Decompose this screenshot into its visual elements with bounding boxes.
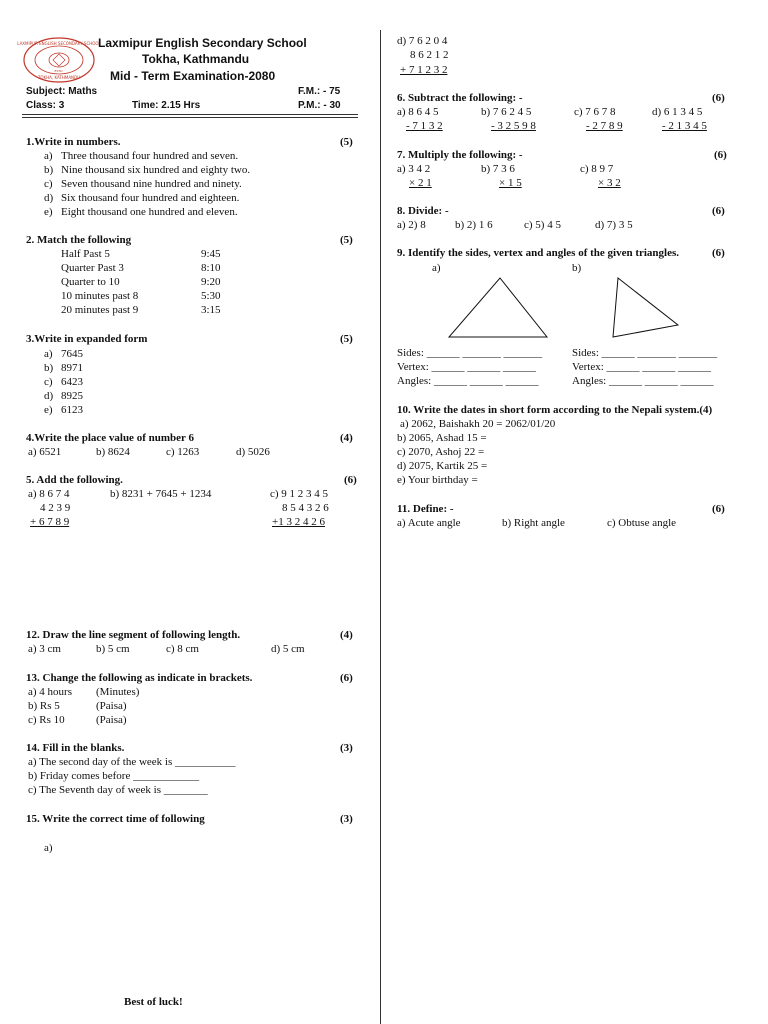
class: Class: 3 (26, 100, 65, 111)
q2-left-1: Half Past 5 (61, 248, 110, 260)
q2-right-3: 9:20 (201, 276, 221, 288)
column-divider (380, 30, 381, 1024)
q10-title: 10. Write the dates in short form according to the Nepali system.(4) (397, 404, 713, 416)
q1-item-c: Seven thousand nine hundred and ninety. (61, 178, 242, 190)
q5-a-line1: a) 8 6 7 4 (28, 488, 70, 500)
q8-item-d: d) 7) 3 5 (595, 219, 633, 231)
q6-d-bottom: - 2 1 3 4 5 (662, 120, 707, 132)
q4-marks: (4) (340, 432, 353, 444)
q8-marks: (6) (712, 205, 725, 217)
header-rule-bottom (22, 117, 358, 118)
q10-item-b: b) 2065, Ashad 15 = (397, 432, 487, 444)
q14-item-b: b) Friday comes before ____________ (28, 770, 200, 782)
q10-item-e: e) Your birthday = (397, 474, 478, 486)
q6-d-top: d) 6 1 3 4 5 (652, 106, 703, 118)
q3-title: 3.Write in expanded form (26, 333, 148, 345)
q9-a-sides: Sides: ______ _______ _______ (397, 347, 543, 359)
q2-title: 2. Match the following (26, 234, 132, 246)
q5-a-line3: + 6 7 8 9 (30, 516, 70, 528)
q15-title: 15. Write the correct time of following (26, 813, 205, 825)
q1-item-b: Nine thousand six hundred and eighty two. (61, 164, 251, 176)
q9-a-vertex: Vertex: ______ ______ ______ (397, 361, 537, 373)
q3-marks: (5) (340, 333, 353, 345)
q13-unit-a: (Minutes) (96, 686, 140, 698)
q1-label-c: c) (44, 178, 53, 190)
q2-marks: (5) (340, 234, 353, 246)
q13-unit-b: (Paisa) (96, 700, 127, 712)
q4-item-b: b) 8624 (96, 446, 130, 458)
q4-item-d: d) 5026 (236, 446, 270, 458)
q3-item-d: 8925 (61, 390, 83, 402)
q6-c-top: c) 7 6 7 8 (574, 106, 616, 118)
q2-left-3: Quarter to 10 (61, 276, 120, 288)
q4-title: 4.Write the place value of number 6 (26, 432, 194, 444)
q8-title: 8. Divide: - (397, 205, 449, 217)
q6-title: 6. Subtract the following: - (397, 92, 523, 104)
q9-title: 9. Identify the sides, vertex and angles of the given triangles. (397, 247, 680, 259)
q5-title: 5. Add the following. (26, 474, 123, 486)
q9-a-angles: Angles: ______ ______ ______ (397, 375, 539, 387)
q9-label-a: a) (432, 262, 441, 274)
q1-label-b: b) (44, 164, 54, 176)
header-rule-top (22, 114, 358, 115)
q12-title: 12. Draw the line segment of following length. (26, 629, 241, 641)
q6-marks: (6) (712, 92, 725, 104)
q5-a-line2: 4 2 3 9 (40, 502, 71, 514)
q13-title: 13. Change the following as indicate in brackets. (26, 672, 253, 684)
q1-label-e: e) (44, 206, 53, 218)
q13-item-c: c) Rs 10 (28, 714, 65, 726)
q3-label-e: e) (44, 404, 53, 416)
q14-title: 14. Fill in the blanks. (26, 742, 125, 754)
q11-item-b: b) Right angle (502, 517, 565, 529)
q9-b-vertex: Vertex: ______ ______ ______ (572, 361, 712, 373)
q14-item-a: a) The second day of the week is ___________ (28, 756, 236, 768)
q2-right-5: 3:15 (201, 304, 221, 316)
q12-marks: (4) (340, 629, 353, 641)
q7-b-bottom: × 1 5 (499, 177, 522, 189)
q3-label-c: c) (44, 376, 53, 388)
q5-d-line3: + 7 1 2 3 2 (400, 64, 448, 76)
q2-right-2: 8:10 (201, 262, 221, 274)
q4-item-a: a) 6521 (28, 446, 62, 458)
q7-b-top: b) 7 3 6 (481, 163, 515, 175)
time: Time: 2.15 Hrs (132, 100, 201, 111)
q12-item-c: c) 8 cm (166, 643, 199, 655)
q4-item-c: c) 1263 (166, 446, 200, 458)
q3-label-a: a) (44, 348, 53, 360)
q1-item-d: Six thousand four hundred and eighteen. (61, 192, 240, 204)
triangle-a (449, 278, 547, 337)
q3-item-c: 6423 (61, 376, 83, 388)
triangle-b (613, 278, 678, 337)
q3-label-d: d) (44, 390, 54, 402)
q2-left-4: 10 minutes past 8 (61, 290, 139, 302)
q1-item-e: Eight thousand one hundred and eleven. (61, 206, 238, 218)
q11-title: 11. Define: - (397, 503, 454, 515)
q6-b-bottom: - 3 2 5 9 8 (491, 120, 536, 132)
q5-marks: (6) (344, 474, 357, 486)
footer-message: Best of luck! (124, 996, 183, 1008)
q9-b-angles: Angles: ______ ______ ______ (572, 375, 714, 387)
q9-marks: (6) (712, 247, 725, 259)
q1-label-a: a) (44, 150, 53, 162)
q1-item-a: Three thousand four hundred and seven. (61, 150, 239, 162)
q13-item-b: b) Rs 5 (28, 700, 60, 712)
q3-item-b: 8971 (61, 362, 83, 374)
q11-item-c: c) Obtuse angle (607, 517, 677, 529)
q1-marks: (5) (340, 136, 353, 148)
exam-title: Mid - Term Examination-2080 (110, 69, 276, 83)
q2-left-2: Quarter Past 3 (61, 262, 124, 274)
q12-item-a: a) 3 cm (28, 643, 61, 655)
q10-item-d: d) 2075, Kartik 25 = (397, 460, 488, 472)
full-marks: F.M.: - 75 (298, 86, 341, 97)
subject: Subject: Maths (26, 86, 98, 97)
q2-right-1: 9:45 (201, 248, 221, 260)
school-logo-seal (17, 36, 101, 84)
q5-c-line3: +1 3 2 4 2 6 (272, 516, 325, 528)
q9-label-b: b) (572, 262, 582, 274)
q7-c-bottom: × 3 2 (598, 177, 621, 189)
q15-label-a: a) (44, 842, 53, 854)
q14-marks: (3) (340, 742, 353, 754)
q12-item-b: b) 5 cm (96, 643, 130, 655)
q9-b-sides: Sides: ______ _______ _______ (572, 347, 718, 359)
q15-marks: (3) (340, 813, 353, 825)
q5-d-line1: d) 7 6 2 0 4 (397, 35, 448, 47)
logo-text-center: ESTD. (54, 69, 64, 73)
q12-item-d: d) 5 cm (271, 643, 305, 655)
q6-c-bottom: - 2 7 8 9 (586, 120, 623, 132)
q9-triangles (440, 270, 740, 345)
q8-item-a: a) 2) 8 (397, 219, 426, 231)
q5-b: b) 8231 + 7645 + 1234 (110, 488, 212, 500)
logo-text-top: LAXMIPUR ENGLISH SECONDARY SCHOOL (17, 41, 101, 46)
q3-item-e: 6123 (61, 404, 83, 416)
q13-unit-c: (Paisa) (96, 714, 127, 726)
q7-marks: (6) (714, 149, 727, 161)
school-location: Tokha, Kathmandu (142, 52, 250, 66)
q1-label-d: d) (44, 192, 54, 204)
q10-item-a: a) 2062, Baishakh 20 = 2062/01/20 (400, 418, 556, 430)
q7-c-top: c) 8 9 7 (580, 163, 614, 175)
q14-item-c: c) The Seventh day of week is ________ (28, 784, 208, 796)
q11-marks: (6) (712, 503, 725, 515)
q7-title: 7. Multiply the following: - (397, 149, 523, 161)
q1-title: 1.Write in numbers. (26, 136, 121, 148)
school-name: Laxmipur English Secondary School (98, 36, 307, 50)
q3-item-a: 7645 (61, 348, 83, 360)
q13-marks: (6) (340, 672, 353, 684)
q10-item-c: c) 2070, Ashoj 22 = (397, 446, 485, 458)
q5-c-line2: 8 5 4 3 2 6 (282, 502, 329, 514)
logo-text-bottom: TOKHA, KATHMANDU (37, 75, 81, 80)
pass-marks: P.M.: - 30 (298, 100, 341, 111)
q11-item-a: a) Acute angle (397, 517, 461, 529)
q2-right-4: 5:30 (201, 290, 221, 302)
q7-a-top: a) 3 4 2 (397, 163, 431, 175)
q6-a-top: a) 8 6 4 5 (397, 106, 439, 118)
q5-c-line1: c) 9 1 2 3 4 5 (270, 488, 329, 500)
q8-item-b: b) 2) 1 6 (455, 219, 493, 231)
q5-d-line2: 8 6 2 1 2 (410, 49, 449, 61)
q13-item-a: a) 4 hours (28, 686, 72, 698)
q7-a-bottom: × 2 1 (409, 177, 432, 189)
q3-label-b: b) (44, 362, 54, 374)
q6-a-bottom: - 7 1 3 2 (406, 120, 443, 132)
q2-left-5: 20 minutes past 9 (61, 304, 139, 316)
q8-item-c: c) 5) 4 5 (524, 219, 561, 231)
q6-b-top: b) 7 6 2 4 5 (481, 106, 532, 118)
